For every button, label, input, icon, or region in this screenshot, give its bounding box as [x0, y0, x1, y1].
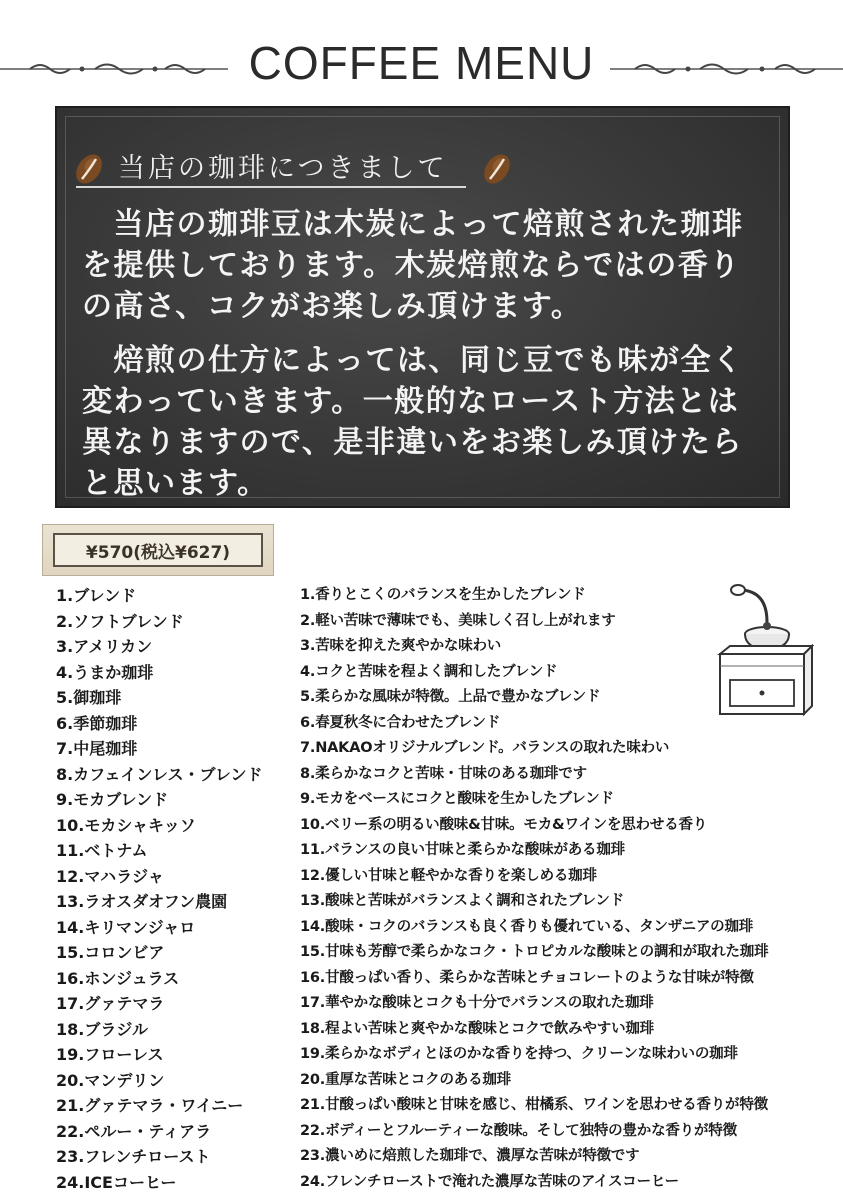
menu-row: [0, 1017, 843, 1042]
menu-item-description: 8.柔らかなコクと苦味・甘味のある珈琲です: [300, 765, 587, 782]
menu-row: [0, 711, 843, 736]
board-heading: 当店の珈琲につきまして: [118, 153, 448, 184]
menu-row: [0, 787, 843, 812]
menu-item-description: 3.苦味を抑えた爽やかな味わい: [300, 638, 502, 654]
menu-item-description: 11.バランスの良い甘味と柔らかな酸味がある珈琲: [300, 842, 625, 858]
menu-item-description: 6.春夏秋冬に合わせたブレンド: [300, 714, 501, 731]
menu-item-name: 22.ペルー・ティアラ: [56, 1121, 212, 1141]
menu-item-description: 22.ボディーとフルーティーな酸味。そして独特の豊かな香りが特徴: [300, 1122, 737, 1139]
menu-item-description: 13.酸味と苦味がバランスよく調和されたブレンド: [300, 893, 625, 909]
menu-row: [0, 1068, 843, 1093]
menu-item-description: 12.優しい甘味と軽やかな香りを楽しめる珈琲: [300, 867, 597, 884]
menu-item-name: 8.カフェインレス・ブレンド: [56, 764, 263, 784]
menu-row: [0, 762, 843, 787]
menu-row: [0, 660, 843, 685]
menu-item-description: 17.華やかな酸味とコクも十分でバランスの取れた珈琲: [300, 995, 654, 1011]
menu-item-name: 23.フレンチロースト: [56, 1147, 211, 1166]
menu-row: [0, 1042, 843, 1067]
menu-row: [0, 736, 843, 761]
menu-row: [0, 889, 843, 914]
board-heading-underline: [76, 186, 466, 188]
menu-item-description: 23.濃いめに焙煎した珈琲で、濃厚な苦味が特徴です: [300, 1148, 640, 1164]
menu-item-description: 15.甘味も芳醇で柔らかなコク・トロピカルな酸味との調和が取れた珈琲: [300, 944, 769, 960]
menu-row: [0, 864, 843, 889]
menu-row: [0, 1093, 843, 1118]
menu-item-name: 3.アメリカン: [56, 637, 153, 656]
menu-item-name: 14.キリマンジャロ: [56, 917, 196, 937]
menu-item-description: 4.コクと苦味を程よく調和したブレンド: [300, 663, 558, 680]
board-paragraph: 焙煎の仕方によっては、同じ豆でも味が全く変わっていきます。一般的なロースト方法とは異なりますので、是非違いをお楽しみ頂けたらと思います。: [82, 343, 744, 501]
menu-item-description: 18.程よい苦味と爽やかな酸味とコクで飲みやすい珈琲: [300, 1020, 654, 1037]
menu-item-description: 16.甘酸っぱい香り、柔らかな苦味とチョコレートのような甘味が特徴: [300, 969, 754, 986]
menu-item-name: 6.季節珈琲: [56, 713, 138, 733]
menu-item-name: 17.グァテマラ: [56, 994, 165, 1013]
coffee-bean-icon: [478, 150, 516, 188]
menu-item-name: 5.御珈琲: [56, 688, 122, 707]
menu-item-name: 19.フローレス: [56, 1045, 164, 1064]
menu-row: [0, 940, 843, 965]
page-title: COFFEE MENU: [248, 37, 595, 89]
menu-item-name: 18.ブラジル: [56, 1019, 148, 1039]
menu-item-description: 19.柔らかなボディとほのかな香りを持つ、クリーンな味わいの珈琲: [300, 1046, 738, 1062]
menu-row: [0, 583, 843, 608]
menu-item-name: 12.マハラジャ: [56, 866, 164, 886]
price-label: ¥570(税込¥627): [53, 533, 263, 567]
menu-row: [0, 991, 843, 1016]
menu-item-name: 13.ラオスダオフン農園: [56, 892, 228, 911]
menu-row: [0, 813, 843, 838]
menu-item-description: 14.酸味・コクのバランスも良く香りも優れている、タンザニアの珈琲: [300, 918, 754, 935]
menu-item-description: 2.軽い苦味で薄味でも、美味しく召し上がれます: [300, 612, 616, 629]
menu-row: [0, 966, 843, 991]
coffee-bean-icon: [70, 150, 108, 188]
menu-row: [0, 1144, 843, 1169]
menu-item-name: 15.コロンビア: [56, 943, 165, 962]
menu-item-description: 7.NAKAOオリジナルブレンド。バランスの取れた味わい: [300, 740, 670, 756]
menu-item-name: 11.ベトナム: [56, 841, 148, 860]
menu-item-description: 24.フレンチローストで淹れた濃厚な苦味のアイスコーヒー: [300, 1173, 679, 1190]
menu-item-name: 4.うまか珈琲: [56, 662, 154, 682]
menu-item-description: 21.甘酸っぱい酸味と甘味を感じ、柑橘系、ワインを思わせる香りが特徴: [300, 1097, 768, 1113]
menu-item-name: 9.モカブレンド: [56, 790, 169, 809]
menu-item-description: 10.ベリー系の明るい酸味&甘味。モカ&ワインを思わせる香り: [300, 816, 708, 833]
menu-item-name: 24.ICEコーヒー: [56, 1172, 177, 1192]
menu-row: [0, 1170, 843, 1192]
menu-item-name: 10.モカシャキッソ: [56, 815, 196, 835]
menu-row: [0, 685, 843, 710]
menu-item-name: 16.ホンジュラス: [56, 968, 180, 988]
menu-row: [0, 915, 843, 940]
price-tag: [42, 524, 274, 576]
menu-item-description: 9.モカをベースにコクと酸味を生かしたブレンド: [300, 791, 614, 807]
board-paragraph: 当店の珈琲豆は木炭によって焙煎された珈琲を提供しております。木炭焙煎ならではの香りの高さ、コクがお楽しみ頂けます。: [82, 207, 744, 324]
menu-item-name: 7.中尾珈琲: [56, 739, 138, 758]
ornament-divider-right: [610, 60, 843, 78]
menu-row: [0, 634, 843, 659]
menu-item-name: 21.グァテマラ・ワイニー: [56, 1096, 244, 1115]
menu-item-name: 1.ブレンド: [56, 586, 137, 605]
menu-item-name: 2.ソフトブレンド: [56, 611, 184, 631]
menu-row: [0, 838, 843, 863]
menu-row: [0, 609, 843, 634]
menu-item-description: 20.重厚な苦味とコクのある珈琲: [300, 1071, 511, 1088]
menu-item-name: 20.マンデリン: [56, 1070, 165, 1090]
menu-row: [0, 1119, 843, 1144]
menu-item-description: 5.柔らかな風味が特徴。上品で豊かなブレンド: [300, 689, 601, 705]
menu-item-description: 1.香りとこくのバランスを生かしたブレンド: [300, 587, 586, 603]
